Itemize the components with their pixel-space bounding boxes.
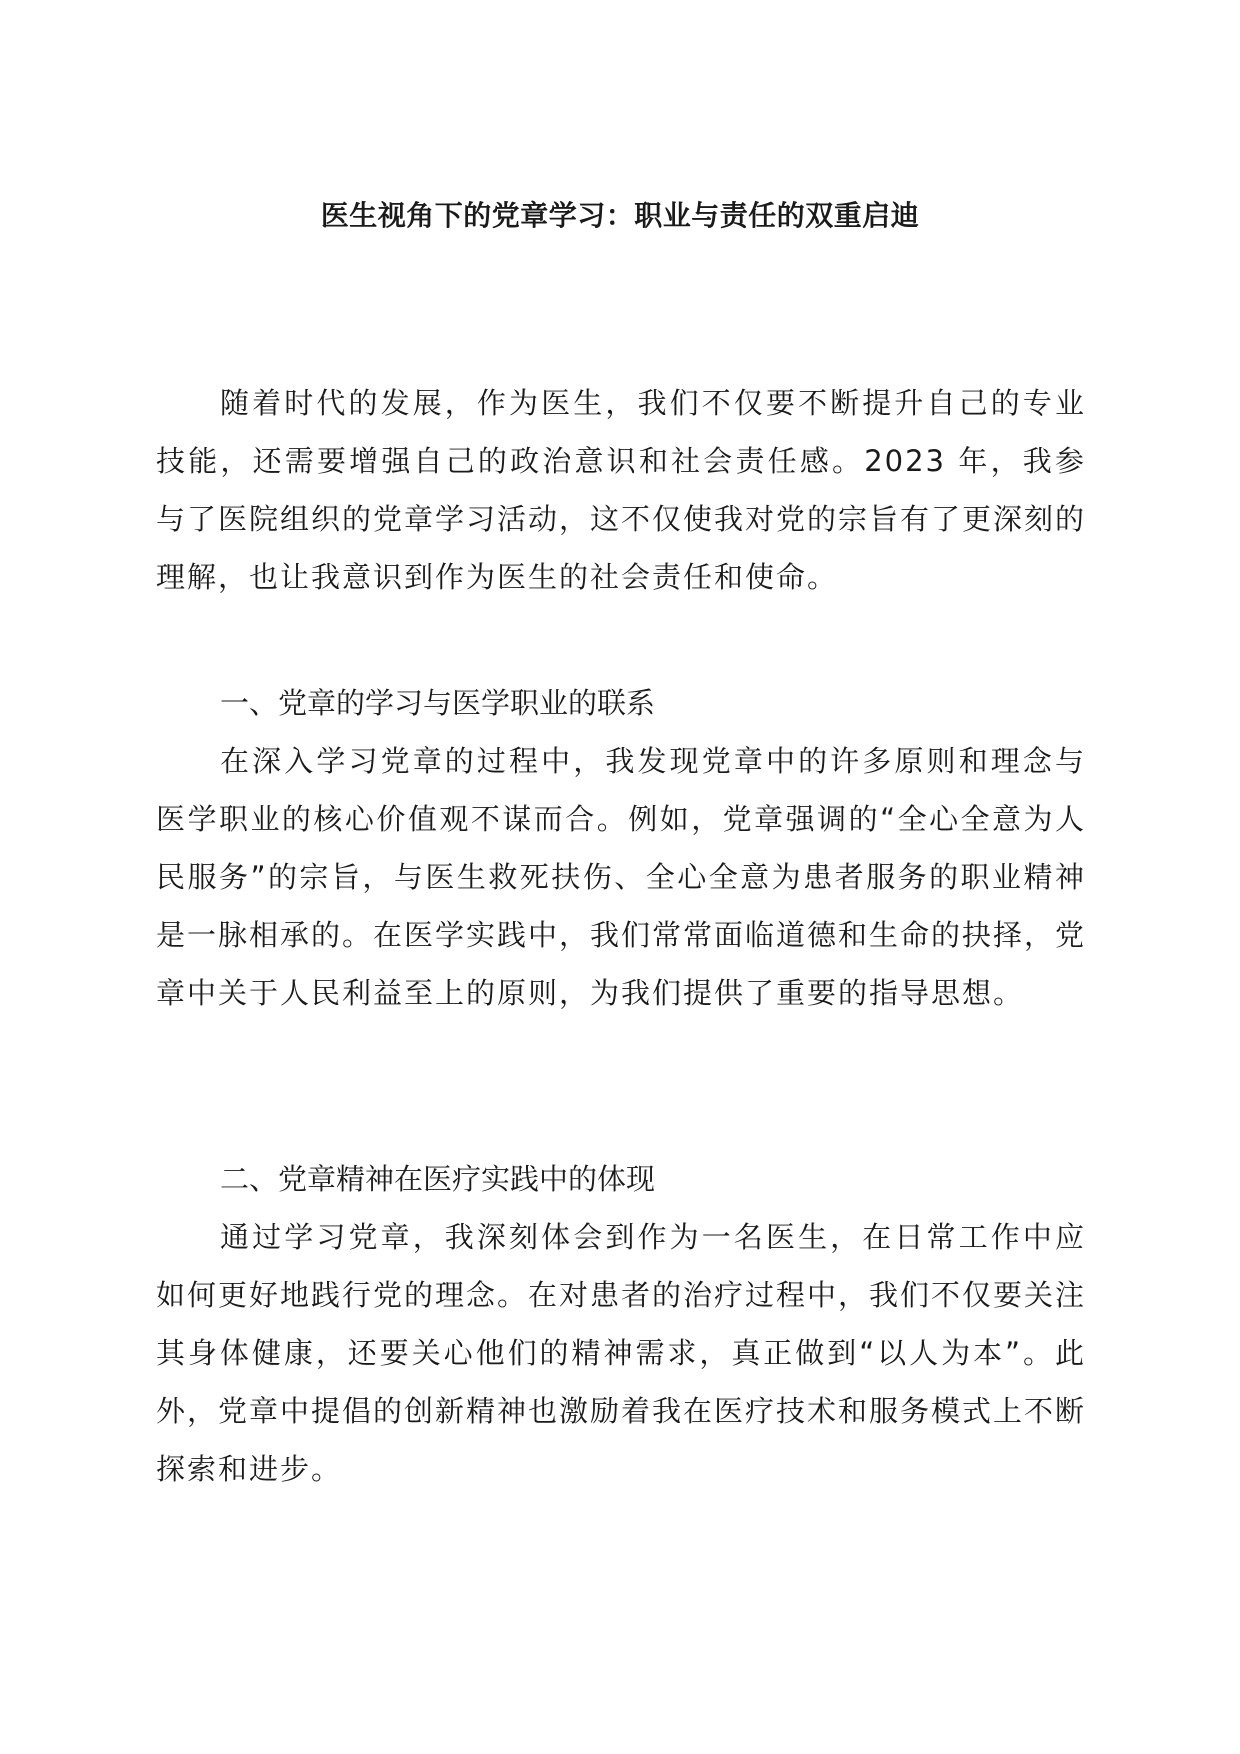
section-1-paragraph: 在深入学习党章的过程中，我发现党章中的许多原则和理念与医学职业的核心价值观不谋而合。例如，党章强调的“全心全意为人民服务”的宗旨，与医生救死扶伤、全心全意为患者服务的职业精神是一脉相承的。在医学实践中，我们常常面临道德和生命的抉择，党章中关于人民利益至上的原则，为我们提供了重要的指导思想。 — [156, 744, 1087, 1010]
section-1 — [156, 674, 1086, 1022]
section-2-paragraph: 通过学习党章，我深刻体会到作为一名医生，在日常工作中应如何更好地践行党的理念。在对患者的治疗过程中，我们不仅要关注其身体健康，还要关心他们的精神需求，真正做到“以人为本”。此外，党章中提倡的创新精神也激励着我在医疗技术和服务模式上不断探索和进步。 — [156, 1220, 1087, 1486]
section-2 — [156, 1150, 1086, 1498]
intro-paragraph: 随着时代的发展，作为医生，我们不仅要不断提升自己的专业技能，还需要增强自己的政治意识和社会责任感。2023 年，我参与了医院组织的党章学习活动，这不仅使我对党的宗旨有了更深刻的理解，也让我意识到作为医生的社会责任和使命。 — [156, 386, 1087, 594]
document-title: 医生视角下的党章学习：职业与责任的双重启迪 — [320, 199, 920, 232]
section-2-heading: 二、党章精神在医疗实践中的体现 — [220, 1162, 656, 1196]
section-1-heading: 一、党章的学习与医学职业的联系 — [220, 686, 656, 720]
intro-section — [156, 374, 1086, 606]
